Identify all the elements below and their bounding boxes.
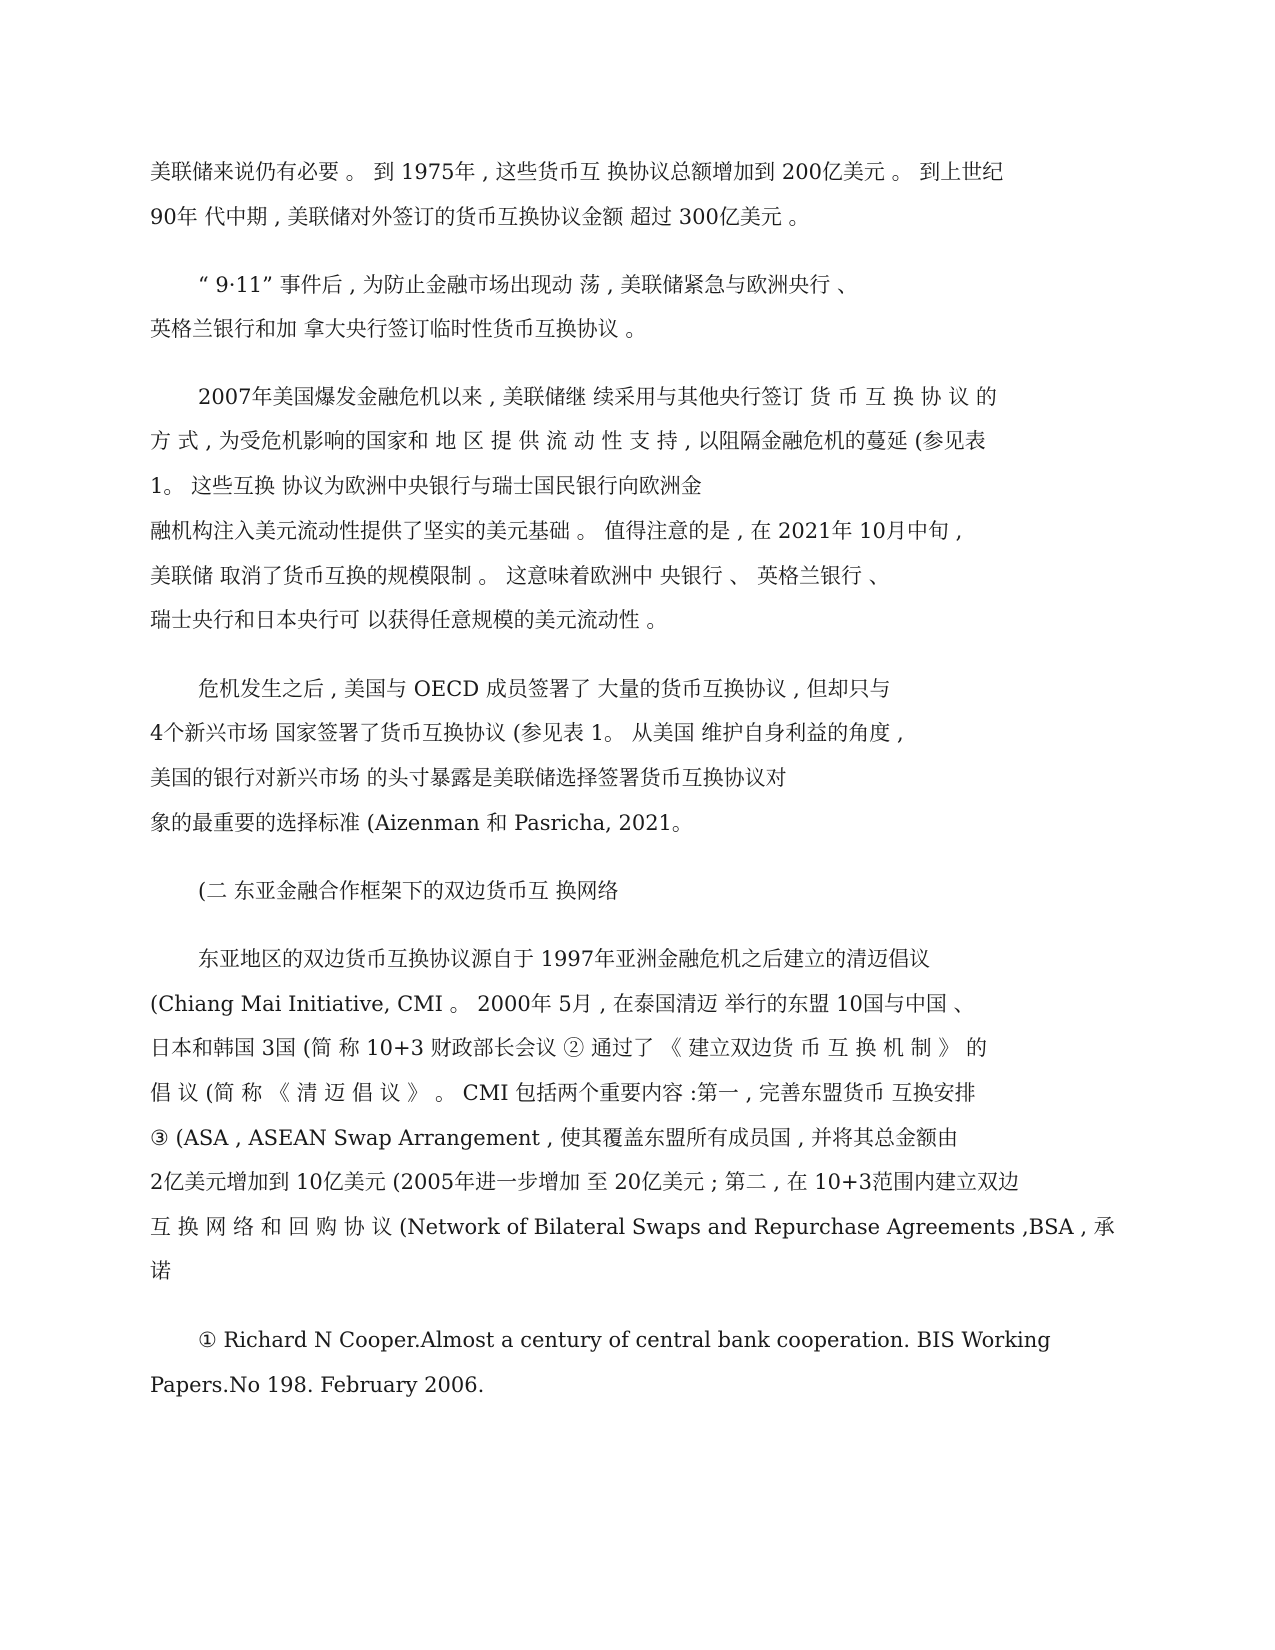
text-line: 融机构注入美元流动性提供了坚实的美元基础 。 值得注意的是 , 在 2021年 10月中旬 ,: [150, 519, 963, 543]
text-line: 4个新兴市场 国家签署了货币互换协议 (参见表 1。 从美国 维护自身利益的角度 ,: [150, 721, 904, 745]
section-heading: (二 东亚金融合作框架下的双边货币互 换网络: [198, 879, 619, 903]
text-line: 东亚地区的双边货币互换协议源自于 1997年亚洲金融危机之后建立的清迈倡议: [198, 947, 931, 971]
text-line: ③ (ASA , ASEAN Swap Arrangement , 使其覆盖东盟所有成员国 , 并将其总金额由: [150, 1126, 959, 1150]
text-line: 危机发生之后 , 美国与 OECD 成员签署了 大量的货币互换协议 , 但却只与: [198, 677, 891, 701]
text-line: 美联储来说仍有必要 。 到 1975年 , 这些货币互 换协议总额增加到 200亿美元 。 到上世纪: [150, 160, 1004, 184]
text-line: 日本和韩国 3国 (简 称 10+3 财政部长会议 ② 通过了 《 建立双边货 币 互 换 机 制 》 的: [150, 1036, 988, 1060]
text-line: 倡 议 (简 称 《 清 迈 倡 议 》 。 CMI 包括两个重要内容 :第一 , 完善东盟货币 互换安排: [150, 1081, 976, 1105]
text-line: 互 换 网 络 和 回 购 协 议 (Network of Bilateral Swaps and Repurchase Agreements ,BSA , 承: [150, 1215, 1115, 1239]
text-line: 诺: [150, 1259, 171, 1283]
text-line: “ 9·11” 事件后 , 为防止金融市场出现动 荡 , 美联储紧急与欧洲央行 、: [198, 273, 858, 297]
text-line: 美国的银行对新兴市场 的头寸暴露是美联储选择签署货币互换协议对: [150, 766, 787, 790]
text-line: 2亿美元增加到 10亿美元 (2005年进一步增加 至 20亿美元 ; 第二 , 在 10+3范围内建立双边: [150, 1170, 1019, 1194]
footnote-line: ① Richard N Cooper.Almost a century of central bank cooperation. BIS Working: [198, 1328, 1051, 1352]
text-line: 瑞士央行和日本央行可 以获得任意规模的美元流动性 。: [150, 608, 668, 632]
footnote-line: Papers.No 198. February 2006.: [150, 1373, 485, 1397]
text-line: 2007年美国爆发金融危机以来 , 美联储继 续采用与其他央行签订 货 币 互 换 协 议 的: [198, 385, 997, 409]
text-line: 象的最重要的选择标准 (Aizenman 和 Pasricha, 2021。: [150, 811, 693, 835]
text-line: 英格兰银行和加 拿大央行签订临时性货币互换协议 。: [150, 317, 647, 341]
text-line: 1。 这些互换 协议为欧洲中央银行与瑞士国民银行向欧洲金: [150, 474, 702, 498]
text-line: 90年 代中期 , 美联储对外签订的货币互换协议金额 超过 300亿美元 。: [150, 205, 810, 229]
text-line: 方 式 , 为受危机影响的国家和 地 区 提 供 流 动 性 支 持 , 以阻隔金融危机的蔓延 (参见表: [150, 429, 986, 453]
text-line: 美联储 取消了货币互换的规模限制 。 这意味着欧洲中 央银行 、 英格兰银行 、: [150, 564, 890, 588]
text-line: (Chiang Mai Initiative, CMI 。 2000年 5月 , 在泰国清迈 举行的东盟 10国与中国 、: [150, 992, 975, 1016]
